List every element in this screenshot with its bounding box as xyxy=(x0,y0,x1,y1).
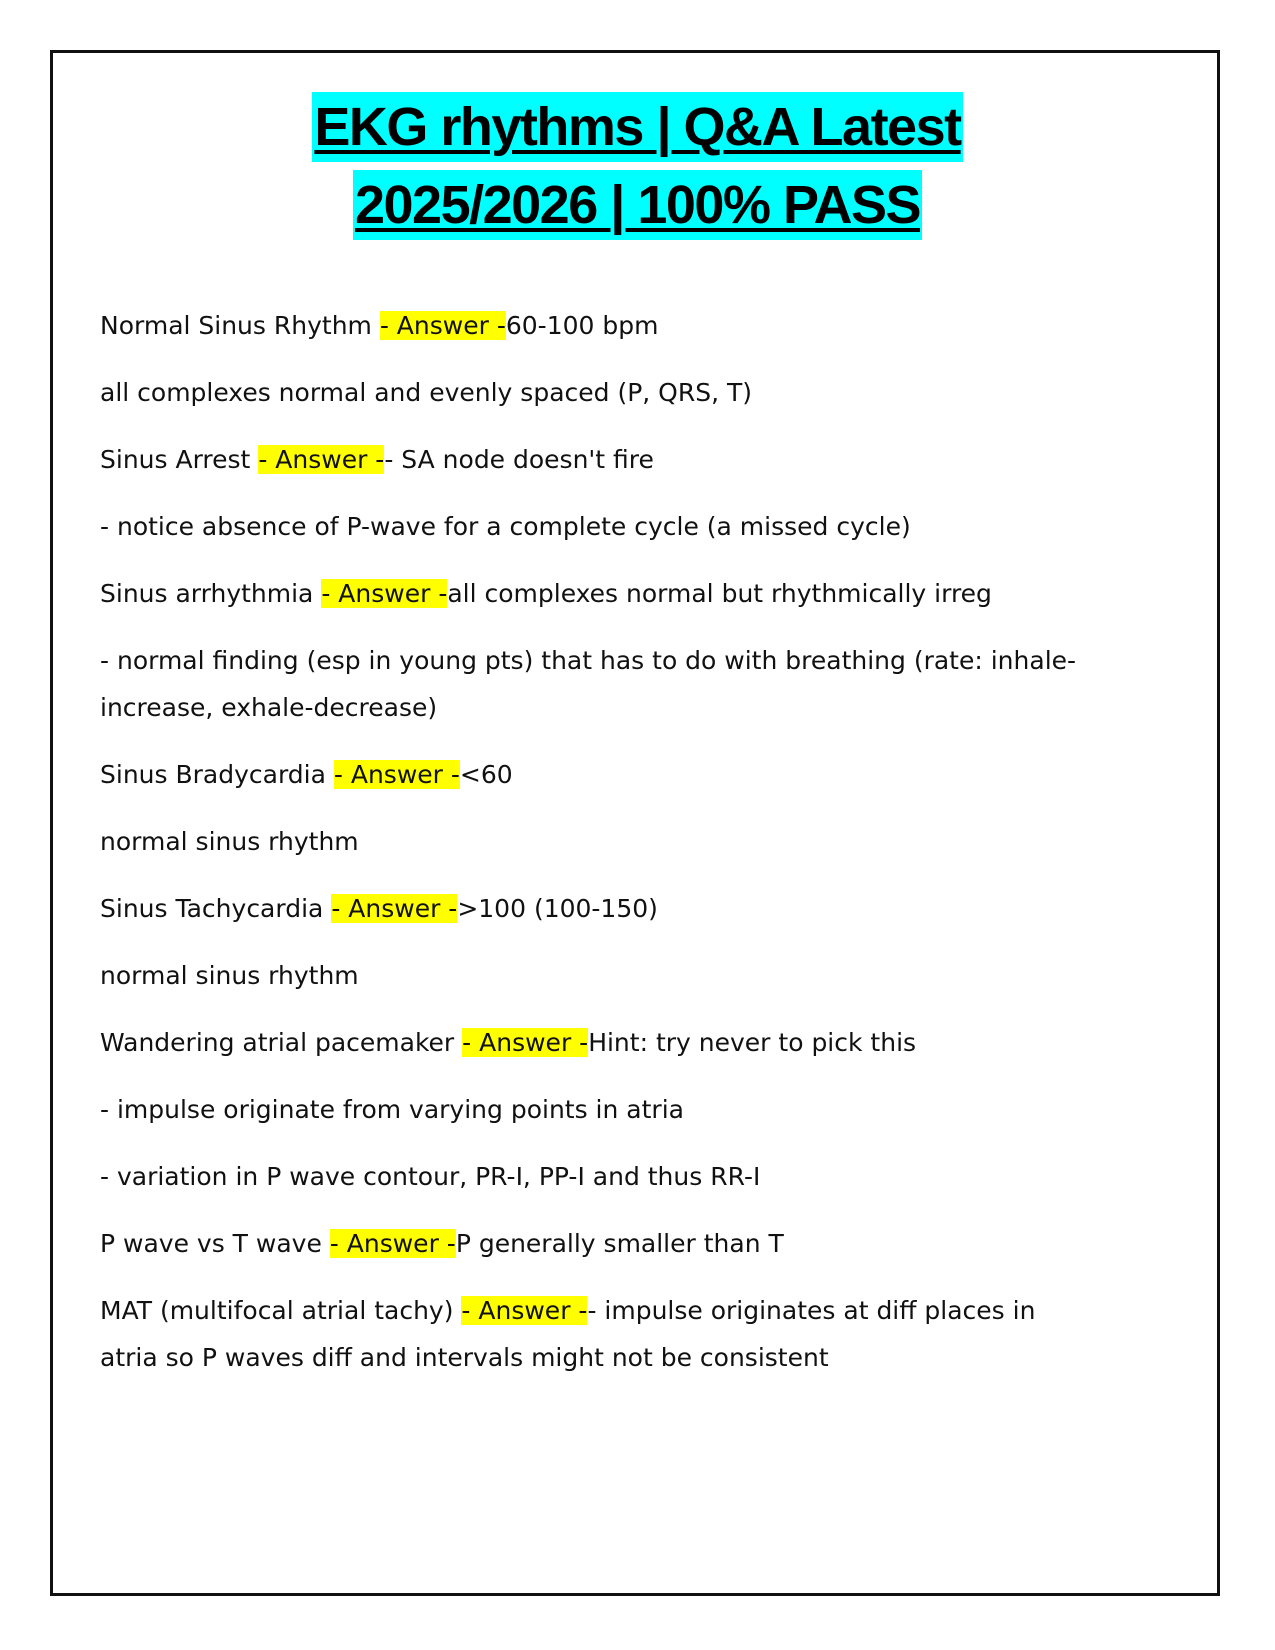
qa-entry-wandering-atrial-pacemaker xyxy=(100,1019,1100,1066)
answer-tag: - Answer - xyxy=(333,760,460,789)
question-text: Sinus Bradycardia xyxy=(100,760,334,789)
answer-tag: - Answer - xyxy=(379,311,506,340)
question-text: P wave vs T wave xyxy=(100,1229,330,1258)
qa-entry-p-wave-vs-t-wave xyxy=(100,1220,1100,1267)
title-line-2: 2025/2026 | 100% PASS xyxy=(353,170,922,240)
answer-text: Hint: try never to pick this xyxy=(588,1028,917,1057)
question-text: Sinus arrhythmia xyxy=(100,579,322,608)
answer-tag: - Answer - xyxy=(462,1028,589,1057)
qa-content xyxy=(100,302,1100,1401)
question-text: Normal Sinus Rhythm xyxy=(100,311,380,340)
answer-tag: - Answer - xyxy=(258,445,385,474)
question-text: MAT (multifocal atrial tachy) xyxy=(100,1296,462,1325)
answer-text: <60 xyxy=(459,760,513,789)
answer-tag: - Answer - xyxy=(329,1229,456,1258)
answer-text: 60-100 bpm xyxy=(505,311,659,340)
detail-line: - normal finding (esp in young pts) that has to do with breathing (rate: inhale-increase, exhale-decrease) xyxy=(100,646,1077,722)
answer-tag: - Answer - xyxy=(321,579,448,608)
answer-text: all complexes normal but rhythmically irreg xyxy=(447,579,992,608)
answer-text: - impulse originates at diff places in atria so P waves diff and intervals might not be consistent xyxy=(100,1296,1036,1372)
detail-line: normal sinus rhythm xyxy=(100,827,359,856)
answer-text: - SA node doesn't fire xyxy=(384,445,654,474)
question-text: Sinus Arrest xyxy=(100,445,259,474)
detail-line: all complexes normal and evenly spaced (P, QRS, T) xyxy=(100,378,753,407)
detail-line: - impulse originate from varying points in atria xyxy=(100,1095,684,1124)
question-text: Wandering atrial pacemaker xyxy=(100,1028,463,1057)
answer-tag: - Answer - xyxy=(331,894,458,923)
question-text: Sinus Tachycardia xyxy=(100,894,332,923)
detail-line: normal sinus rhythm xyxy=(100,961,359,990)
answer-text: >100 (100-150) xyxy=(457,894,658,923)
detail-line: - variation in P wave contour, PR-I, PP-I and thus RR-I xyxy=(100,1162,761,1191)
answer-tag: - Answer - xyxy=(461,1296,588,1325)
qa-entry-sinus-bradycardia xyxy=(100,751,1100,798)
qa-entry-sinus-tachycardia xyxy=(100,885,1100,932)
qa-entry-sinus-arrhythmia xyxy=(100,570,1100,617)
answer-text: P generally smaller than T xyxy=(455,1229,784,1258)
title-line-1-wrap xyxy=(0,92,1275,170)
qa-entry-normal-sinus-rhythm xyxy=(100,302,1100,349)
detail-line: - notice absence of P-wave for a complete cycle (a missed cycle) xyxy=(100,512,911,541)
title-line-1: EKG rhythms | Q&A Latest xyxy=(312,92,962,162)
document-title xyxy=(0,92,1275,248)
qa-entry-sinus-arrest xyxy=(100,436,1100,483)
qa-entry-mat xyxy=(100,1287,1100,1381)
title-line-2-wrap xyxy=(0,170,1275,248)
